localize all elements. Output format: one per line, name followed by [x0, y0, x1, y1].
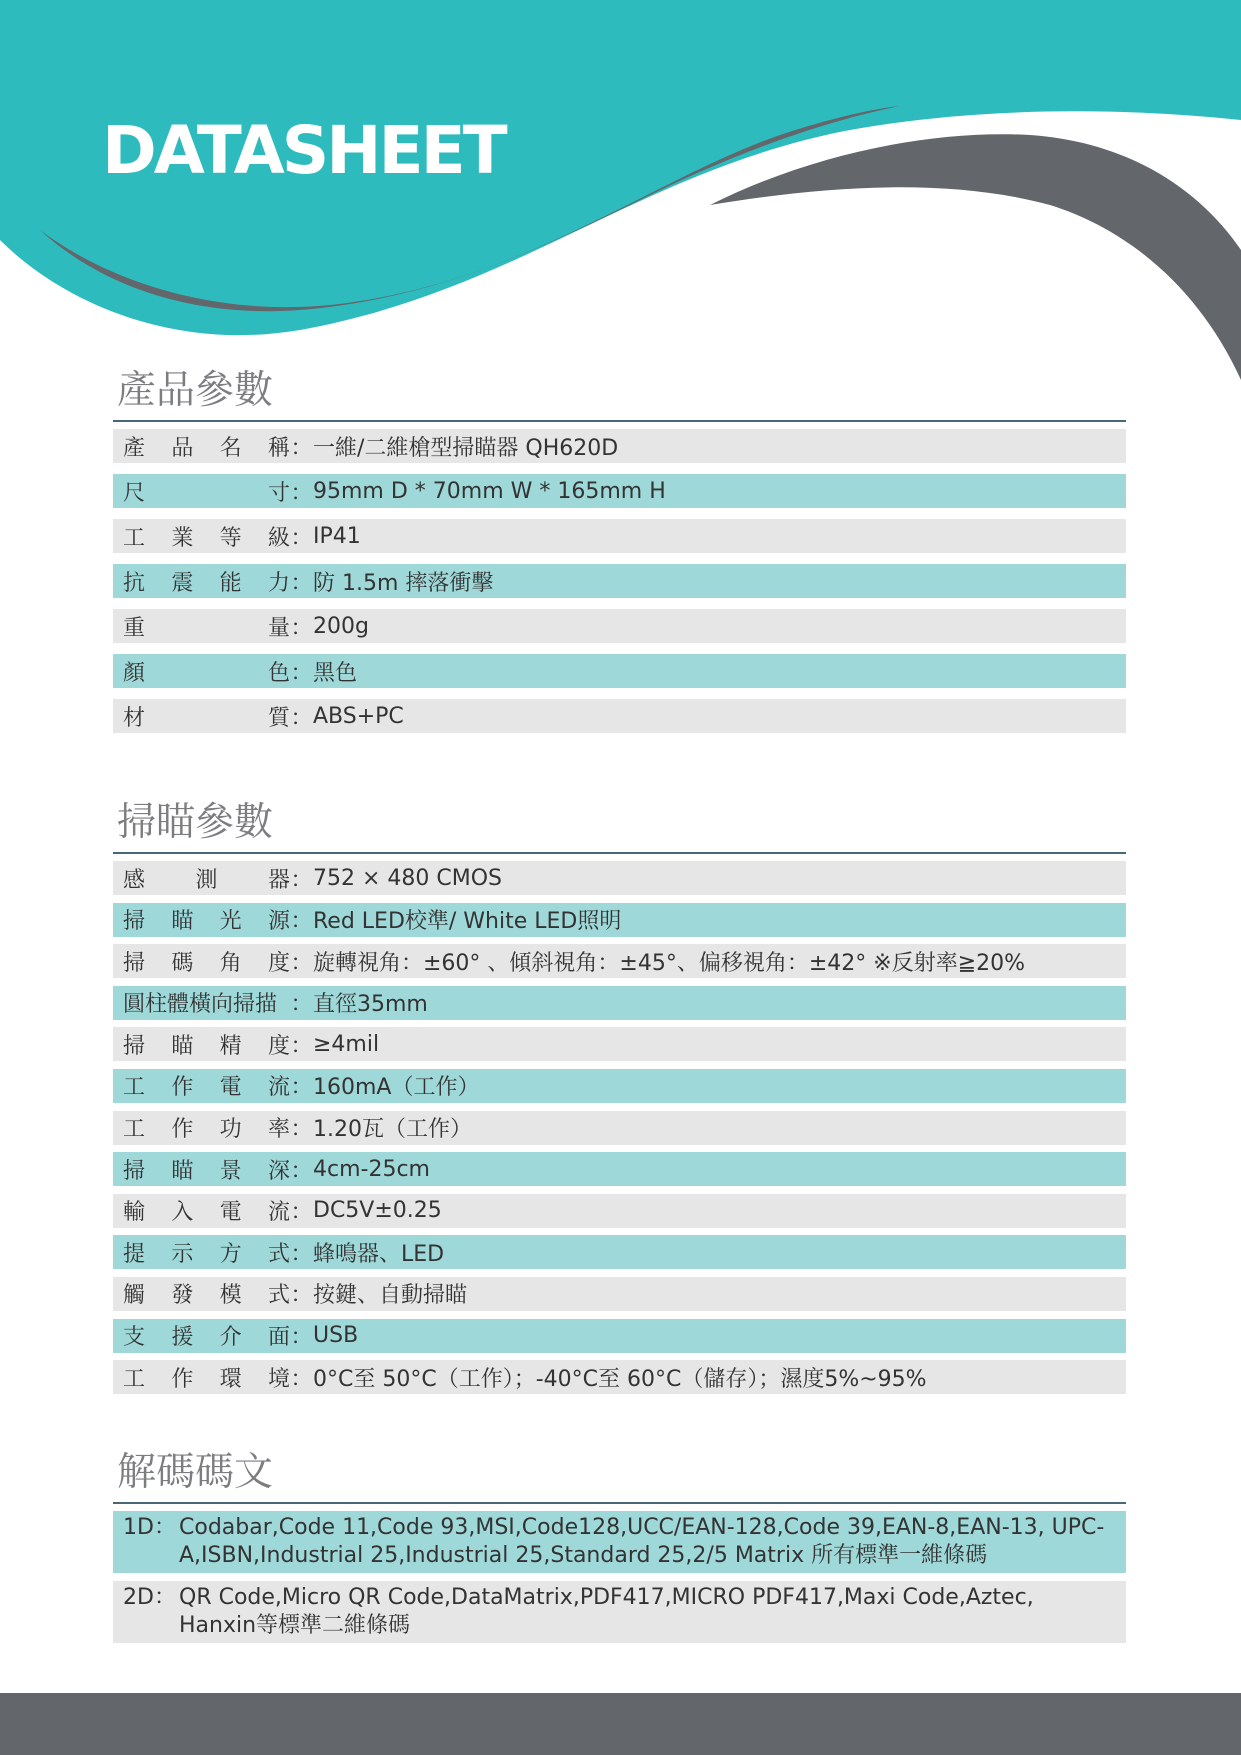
datasheet-title: DATASHEET [102, 112, 505, 189]
spec-value: IP41 [313, 523, 361, 549]
spec-value: 蜂鳴器、LED [313, 1241, 445, 1267]
spec-label [113, 566, 290, 597]
spec-label-char: 入 [171, 1200, 194, 1226]
spec-colon: ： [290, 660, 313, 686]
spec-label-char: 質 [267, 705, 290, 731]
spec-label-char: 光 [219, 909, 242, 935]
spec-colon: ： [290, 1241, 313, 1267]
decode-heading: 解碼碼文 [117, 1450, 274, 1495]
spec-label-char: 器 [267, 867, 290, 893]
spec-row [113, 699, 1126, 733]
spec-value: 旋轉視角：±60° 、傾斜視角：±45°、偏移視角：±42° ※反射率≧20% [313, 950, 1026, 976]
spec-label [113, 656, 290, 687]
spec-label-char: 源 [267, 909, 290, 935]
spec-label-char: 模 [219, 1283, 242, 1309]
spec-label-char: 量 [267, 615, 290, 641]
spec-label [113, 476, 290, 507]
spec-value: 按鍵、自動掃瞄 [313, 1283, 468, 1309]
spec-value: DC5V±0.25 [313, 1198, 442, 1224]
spec-label [113, 987, 290, 1018]
spec-label [113, 701, 290, 732]
spec-label-char: 瞄 [171, 1158, 194, 1184]
spec-label-char: 瞄 [171, 909, 194, 935]
spec-row [113, 1319, 1126, 1353]
spec-row [113, 429, 1126, 463]
spec-value: 直徑35mm [313, 992, 428, 1018]
spec-value: Red LED校準/ White LED照明 [313, 909, 622, 935]
decode-key: 2D： [123, 1585, 176, 1610]
scan-params-table [113, 861, 1126, 1394]
spec-label-char: 流 [267, 1200, 290, 1226]
spec-value: ≥4mil [313, 1031, 380, 1057]
spec-label-char: 率 [267, 1117, 290, 1143]
spec-colon: ： [290, 1033, 313, 1059]
spec-label-char: 寸 [267, 480, 290, 506]
spec-row [113, 1152, 1126, 1186]
spec-label-char: 角 [219, 950, 242, 976]
spec-label-char: 電 [219, 1200, 242, 1226]
spec-label-char: 掃 [123, 950, 146, 976]
spec-label [113, 1320, 290, 1351]
spec-colon: ： [290, 950, 313, 976]
spec-label-char: 工 [123, 1117, 146, 1143]
spec-label-char: 感 [123, 867, 146, 893]
spec-colon: ： [290, 525, 313, 551]
spec-label-char: 流 [267, 1075, 290, 1101]
spec-label-char: 工 [123, 1075, 146, 1101]
spec-label-char: 介 [219, 1325, 242, 1351]
spec-label [113, 521, 290, 552]
spec-label [113, 1278, 290, 1309]
header-wave-graphic [0, 0, 1241, 380]
spec-label-char: 碼 [171, 950, 194, 976]
spec-label-char: 力 [267, 570, 290, 596]
spec-label-char: 提 [123, 1241, 146, 1267]
spec-label-char: 圓柱體橫向掃描 [123, 992, 278, 1018]
spec-label [113, 1237, 290, 1268]
decode-table [113, 1511, 1126, 1643]
spec-label-char: 名 [219, 435, 242, 461]
spec-value: 防 1.5m 摔落衝擊 [313, 570, 494, 596]
spec-label-char: 震 [171, 570, 194, 596]
spec-row [113, 861, 1126, 895]
spec-value: 一維/二維槍型掃瞄器 QH620D [313, 435, 619, 461]
spec-colon: ： [290, 867, 313, 893]
spec-label-char: 援 [171, 1325, 194, 1351]
spec-label-char: 式 [267, 1283, 290, 1309]
spec-value: 160mA（工作） [313, 1075, 480, 1101]
product-params-section [113, 362, 1126, 744]
spec-row [113, 1027, 1126, 1061]
spec-label-char: 重 [123, 615, 146, 641]
spec-row [113, 1360, 1126, 1394]
spec-colon: ： [290, 1200, 313, 1226]
spec-label-char: 工 [123, 1366, 146, 1392]
scan-params-heading: 掃瞄參數 [117, 800, 274, 845]
spec-colon: ： [290, 1283, 313, 1309]
spec-row [113, 1235, 1126, 1269]
spec-label [113, 1029, 290, 1060]
spec-row [113, 1111, 1126, 1145]
decode-section [113, 1444, 1126, 1651]
spec-label [113, 1362, 290, 1393]
spec-label-char: 測 [195, 867, 218, 893]
spec-label-char: 輸 [123, 1200, 146, 1226]
spec-colon: ： [290, 1325, 313, 1351]
scan-params-section [113, 794, 1126, 1402]
spec-row [113, 944, 1126, 978]
spec-label-char: 等 [219, 525, 242, 551]
spec-label [113, 904, 290, 935]
spec-label-char: 發 [171, 1283, 194, 1309]
spec-colon: ： [290, 1366, 313, 1392]
spec-colon: ： [290, 909, 313, 935]
footer-bar [0, 1693, 1241, 1755]
spec-colon: ： [290, 615, 313, 641]
spec-label-char: 電 [219, 1075, 242, 1101]
spec-colon: ： [290, 480, 313, 506]
spec-value: 95mm D * 70mm W * 165mm H [313, 478, 666, 504]
spec-value: 200g [313, 613, 369, 639]
spec-value: USB [313, 1323, 359, 1349]
spec-value: ABS+PC [313, 703, 404, 729]
spec-label [113, 1195, 290, 1226]
spec-label [113, 1154, 290, 1185]
spec-label-char: 作 [171, 1366, 194, 1392]
spec-colon: ： [290, 1117, 313, 1143]
spec-label-char: 式 [267, 1241, 290, 1267]
spec-label-char: 產 [123, 435, 146, 461]
spec-label-char: 度 [267, 950, 290, 976]
spec-label [113, 1070, 290, 1101]
spec-row [113, 519, 1126, 553]
spec-label-char: 色 [267, 660, 290, 686]
spec-label-char: 深 [267, 1158, 290, 1184]
spec-value: 黑色 [313, 660, 358, 686]
spec-label [113, 863, 290, 894]
spec-row [113, 474, 1126, 508]
spec-label-char: 尺 [123, 480, 146, 506]
spec-row [113, 903, 1126, 937]
spec-label-char: 作 [171, 1117, 194, 1143]
spec-label-char: 材 [123, 705, 146, 731]
spec-label-char: 顏 [123, 660, 146, 686]
spec-label-char: 能 [219, 570, 242, 596]
spec-label-char: 觸 [123, 1283, 146, 1309]
spec-label-char: 功 [219, 1117, 242, 1143]
grey-wave-right [710, 134, 1241, 380]
decode-key: 1D： [123, 1515, 176, 1540]
spec-row [113, 1277, 1126, 1311]
spec-colon: ： [290, 1158, 313, 1184]
section-divider [113, 1502, 1126, 1504]
spec-label-char: 作 [171, 1075, 194, 1101]
spec-row [113, 564, 1126, 598]
decode-value: Codabar,Code 11,Code 93,MSI,Code128,UCC/EAN-128,Code 39,EAN-8,EAN-13, UPC-A,ISBN,Industrial 25,Industrial 25,Standard 25,2/5 Matrix 所有標準一維條碼 [179, 1515, 1105, 1568]
spec-label-char: 級 [267, 525, 290, 551]
spec-label-char: 景 [219, 1158, 242, 1184]
decode-value: QR Code,Micro QR Code,DataMatrix,PDF417,MICRO PDF417,Maxi Code,Aztec, Hanxin等標準二維條碼 [179, 1585, 1034, 1638]
spec-label [113, 431, 290, 462]
spec-label [113, 946, 290, 977]
section-divider [113, 420, 1126, 422]
spec-label-char: 稱 [267, 435, 290, 461]
spec-colon: ： [290, 992, 313, 1018]
decode-row [113, 1581, 1126, 1643]
spec-label [113, 611, 290, 642]
product-params-heading: 產品參數 [117, 368, 274, 413]
decode-row [113, 1511, 1126, 1573]
spec-label-char: 環 [219, 1366, 242, 1392]
spec-label-char: 掃 [123, 1033, 146, 1059]
spec-label-char: 面 [267, 1325, 290, 1351]
spec-label-char: 工 [123, 525, 146, 551]
spec-label-char: 支 [123, 1325, 146, 1351]
spec-label-char: 掃 [123, 1158, 146, 1184]
product-params-table [113, 429, 1126, 733]
section-divider [113, 852, 1126, 854]
spec-label-char: 境 [267, 1366, 290, 1392]
spec-colon: ： [290, 1075, 313, 1101]
spec-label-char: 掃 [123, 909, 146, 935]
spec-label-char: 業 [171, 525, 194, 551]
spec-label-char: 度 [267, 1033, 290, 1059]
spec-label-char: 品 [171, 435, 194, 461]
spec-label-char: 抗 [123, 570, 146, 596]
spec-value: 752 × 480 CMOS [313, 865, 503, 891]
spec-label-char: 精 [219, 1033, 242, 1059]
spec-row [113, 654, 1126, 688]
spec-label [113, 1112, 290, 1143]
spec-value: 4cm-25cm [313, 1156, 430, 1182]
spec-label-char: 示 [171, 1241, 194, 1267]
spec-row [113, 1069, 1126, 1103]
spec-row [113, 609, 1126, 643]
spec-label-char: 瞄 [171, 1033, 194, 1059]
spec-row [113, 1194, 1126, 1228]
spec-value: 0°C至 50°C（工作）；-40°C至 60°C（儲存）；濕度5%~95% [313, 1366, 927, 1392]
spec-row [113, 986, 1126, 1020]
spec-colon: ： [290, 570, 313, 596]
spec-label-char: 方 [219, 1241, 242, 1267]
spec-colon: ： [290, 435, 313, 461]
spec-colon: ： [290, 705, 313, 731]
spec-value: 1.20瓦（工作） [313, 1117, 472, 1143]
